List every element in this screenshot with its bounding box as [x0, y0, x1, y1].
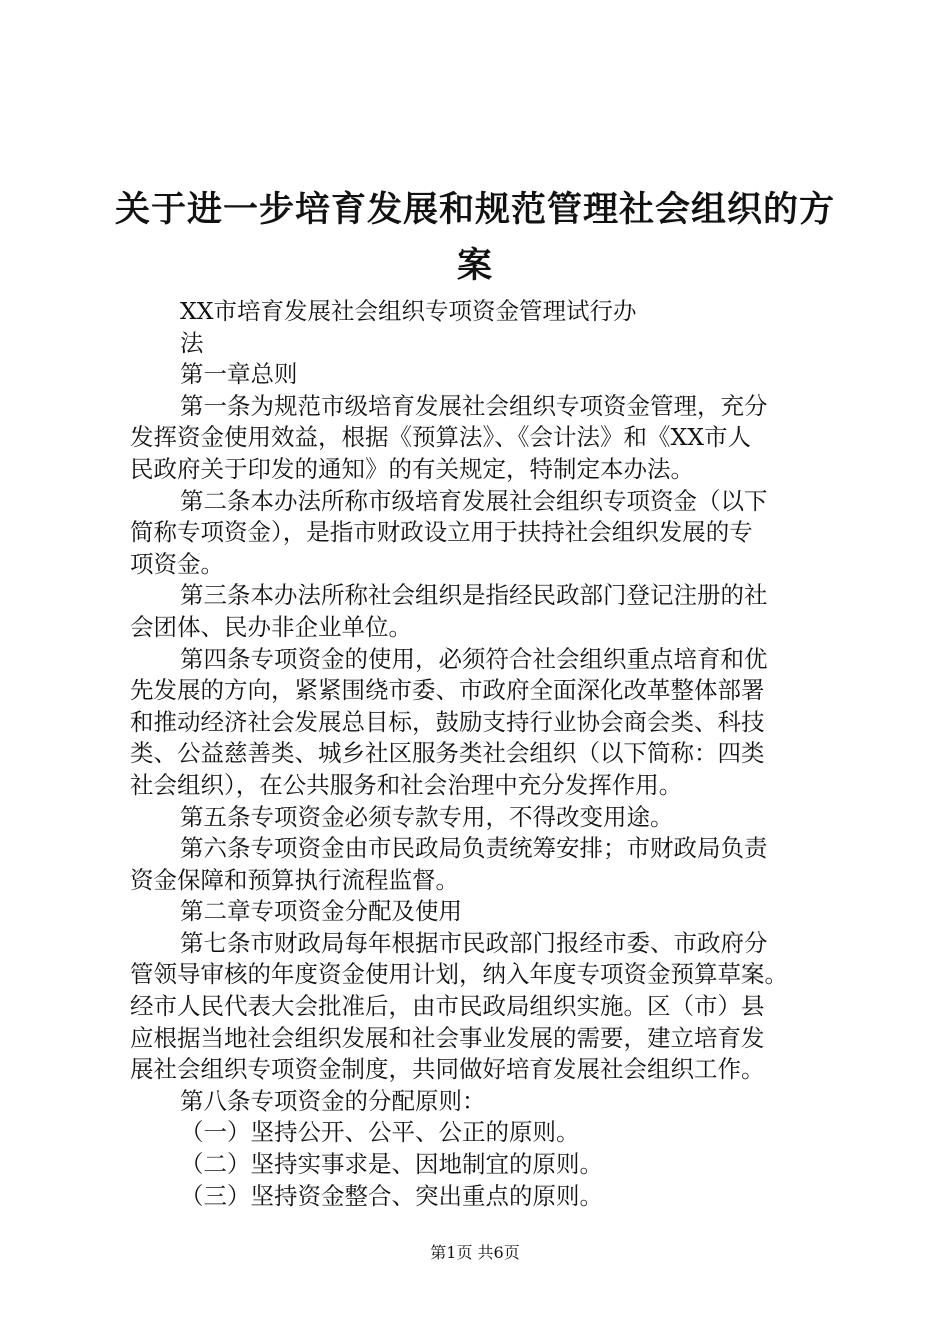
- body-text-line: 会团体、民办非企业单位。: [130, 612, 412, 641]
- body-text-line: 应根据当地社会组织发展和社会事业发展的需要，建立培育发: [130, 1023, 765, 1052]
- body-text-line: 第七条市财政局每年根据市民政部门报经市委、市政府分: [180, 928, 768, 957]
- body-text-line: 简称专项资金），是指市财政设立用于扶持社会组织发展的专: [130, 518, 753, 547]
- body-text-line: 第二条本办法所称市级培育发展社会组织专项资金（以下: [180, 486, 768, 515]
- body-text-line: 类、公益慈善类、城乡社区服务类社会组织（以下简称：四类: [130, 739, 765, 768]
- body-text-line: 第一章总则: [180, 360, 298, 389]
- body-text-line: 项资金。: [130, 549, 224, 578]
- body-text-line: 法: [180, 328, 204, 357]
- body-text-line: （二）坚持实事求是、因地制宜的原则。: [180, 1150, 603, 1179]
- body-text-line: 和推动经济社会发展总目标，鼓励支持行业协会商会类、科技: [130, 707, 765, 736]
- body-text-line: 第三条本办法所称社会组织是指经民政部门登记注册的社: [180, 581, 768, 610]
- body-text-line: 经市人民代表大会批准后，由市民政局组织实施。区（市）县: [130, 992, 765, 1021]
- body-text-line: 第五条专项资金必须专款专用，不得改变用途。: [180, 802, 674, 831]
- body-text-line: XX市培育发展社会组织专项资金管理试行办: [180, 297, 637, 325]
- body-text-line: （一）坚持公开、公平、公正的原则。: [180, 1118, 580, 1147]
- document-body: [130, 296, 835, 1212]
- body-text-line: 民政府关于印发的通知》的有关规定，特制定本办法。: [130, 454, 694, 483]
- body-text-line: 第二章专项资金分配及使用: [180, 897, 462, 926]
- document-title-line-2: 案: [456, 246, 493, 286]
- body-text-line: 社会组织），在公共服务和社会治理中充分发挥作用。: [130, 770, 683, 799]
- body-text-line: 第八条专项资金的分配原则：: [180, 1086, 486, 1115]
- body-text-line: 展社会组织专项资金制度，共同做好培育发展社会组织工作。: [130, 1055, 765, 1084]
- body-text-line: 第四条专项资金的使用，必须符合社会组织重点培育和优: [180, 644, 768, 673]
- page-footer: 第1页 共6页: [430, 1243, 520, 1262]
- document-title-line-1: 关于进一步培育发展和规范管理社会组织的方: [114, 190, 835, 230]
- body-text-line: 先发展的方向，紧紧围绕市委、市政府全面深化改革整体部署: [130, 676, 765, 705]
- body-text-line: 资金保障和预算执行流程监督。: [130, 865, 459, 894]
- body-text-line: 发挥资金使用效益，根据《预算法》、《会计法》和《XX市人: [130, 423, 751, 452]
- body-text-line: 管领导审核的年度资金使用计划，纳入年度专项资金预算草案。: [130, 960, 788, 989]
- body-text-line: 第六条专项资金由市民政局负责统筹安排；市财政局负责: [180, 834, 768, 863]
- body-text-line: 第一条为规范市级培育发展社会组织专项资金管理，充分: [180, 391, 768, 420]
- body-text-line: （三）坚持资金整合、突出重点的原则。: [180, 1181, 603, 1210]
